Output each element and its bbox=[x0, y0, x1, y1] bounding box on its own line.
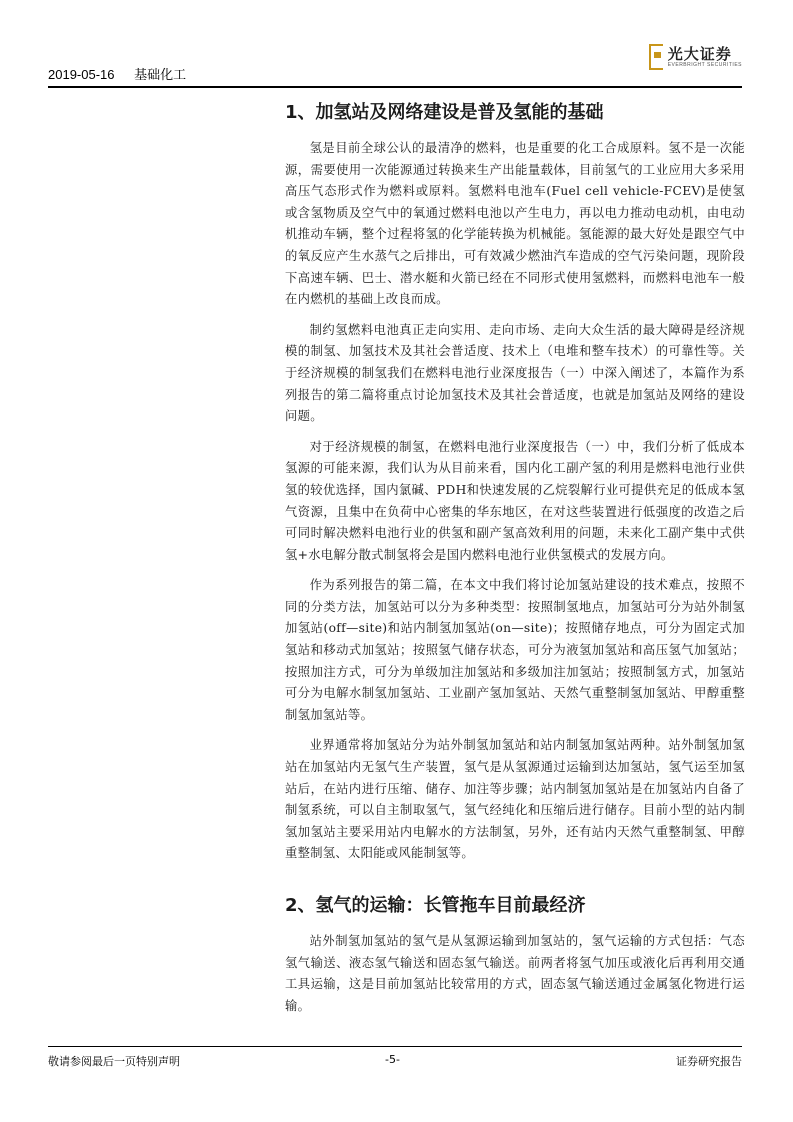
page-header bbox=[48, 45, 742, 88]
company-logo bbox=[649, 44, 742, 70]
section-1-paragraph-3: 对于经济规模的制氢，在燃料电池行业深度报告（一）中，我们分析了低成本氢源的可能来源，我们认为从目前来看，国内化工副产氢的利用是燃料电池行业供氢的较优选择，国内氯碱、PDH和快速发展的乙烷裂解行业可提供充足的低成本氢气资源，且集中在负荷中心密集的华东地区，在对这些装置进行低强度的改造之后可同时解决燃料电池行业的供氢和副产氢高效利用的问题，未来化工副产集中式供氢+水电解分散式制氢将会是国内燃料电池行业供氢模式的发展方向。 bbox=[285, 439, 745, 562]
section-1-title: 1、加氢站及网络建设是普及氢能的基础 bbox=[285, 102, 604, 123]
section-2-paragraph-1: 站外制氢加氢站的氢气是从氢源运输到加氢站的，氢气运输的方式包括：气态氢气输送、液态氢气输送和固态氢气输送。前两者将氢气加压或液化后再利用交通工具运输，这是目前加氢站比较常用的方式，固态氢气输送通过金属氢化物进行运输。 bbox=[285, 934, 745, 1013]
section-1-paragraph-5: 业界通常将加氢站分为站外制氢加氢站和站内制氢加氢站两种。站外制氢加氢站在加氢站内无氢气生产装置，氢气是从氢源通过运输到达加氢站，氢气运至加氢站后，在站内进行压缩、储存、加注等步骤；站内制氢加氢站是在加氢站内自备了制氢系统，可以自主制取氢气，氢气经纯化和压缩后进行储存。目前小型的站内制氢加氢站主要采用站内电解水的方法制氢，另外，还有站内天然气重整制氢、甲醇重整制氢、太阳能或风能制氢等。 bbox=[285, 738, 745, 861]
section-2-title: 2、氢气的运输：长管拖车目前最经济 bbox=[285, 895, 586, 916]
page-number: -5- bbox=[385, 1053, 400, 1066]
section-1-paragraph-1: 氢是目前全球公认的最清净的燃料，也是重要的化工合成原料。氢不是一次能源，需要使用一次能源通过转换来生产出能量载体，目前氢气的工业应用大多采用高压气态形式作为燃料或原料。氢燃料电池车(Fuel cell vehicle-FCEV)是使氢或含氢物质及空气中的氧通过燃料电池以产生电力，再以电力推动电动机，由电动机推动车辆，整个过程将氢的化学能转换为机械能。氢能源的最大好处是跟空气中的氧反应产生水蒸气之后排出，可有效减少燃油汽车造成的空气污染问题，现阶段下高速车辆、巴士、潜水艇和火箭已经在不同形式使用氢燃料，而燃料电池车一般在内燃机的基础上改良而成。 bbox=[285, 141, 745, 307]
logo-name-en: EVERBRIGHT SECURITIES bbox=[667, 62, 742, 68]
logo-name-cn: 光大证券 bbox=[667, 45, 732, 63]
section-1-paragraph-2: 制约氢燃料电池真正走向实用、走向市场、走向大众生活的最大障碍是经济规模的制氢、加氢技术及其社会普适度、技术上（电堆和整车技术）的可靠性等。关于经济规模的制氢我们在燃料电池行业深度报告（一）中深入阐述了，本篇作为系列报告的第二篇将重点讨论加氢技术及其社会普适度，也就是加氢站及网络的建设问题。 bbox=[285, 322, 745, 424]
disclaimer-note: 敬请参阅最后一页特别声明 bbox=[48, 1055, 180, 1068]
report-category: 基础化工 bbox=[134, 67, 187, 82]
logo-mark-icon bbox=[649, 44, 663, 70]
page-footer bbox=[48, 1046, 742, 1068]
header-meta bbox=[48, 64, 202, 83]
main-content bbox=[285, 96, 745, 1026]
section-1-paragraph-4: 作为系列报告的第二篇，在本文中我们将讨论加氢站建设的技术难点，按照不同的分类方法，加氢站可以分为多种类型：按照制氢地点，加氢站可分为站外制氢加氢站(off—site)和站内制氢加氢站(on—site)；按照储存地点，可分为固定式加氢站和移动式加氢站；按照氢气储存状态，可分为液氢加氢站和高压氢气加氢站；按照加注方式，可分为单级加注加氢站和多级加注加氢站；按照制氢方式，加氢站可分为电解水制氢加氢站、工业副产氢加氢站、天然气重整制氢加氢站、甲醇重整制氢加氢站等。 bbox=[285, 578, 745, 722]
report-date: 2019-05-16 bbox=[48, 67, 115, 82]
report-type: 证券研究报告 bbox=[676, 1055, 742, 1068]
